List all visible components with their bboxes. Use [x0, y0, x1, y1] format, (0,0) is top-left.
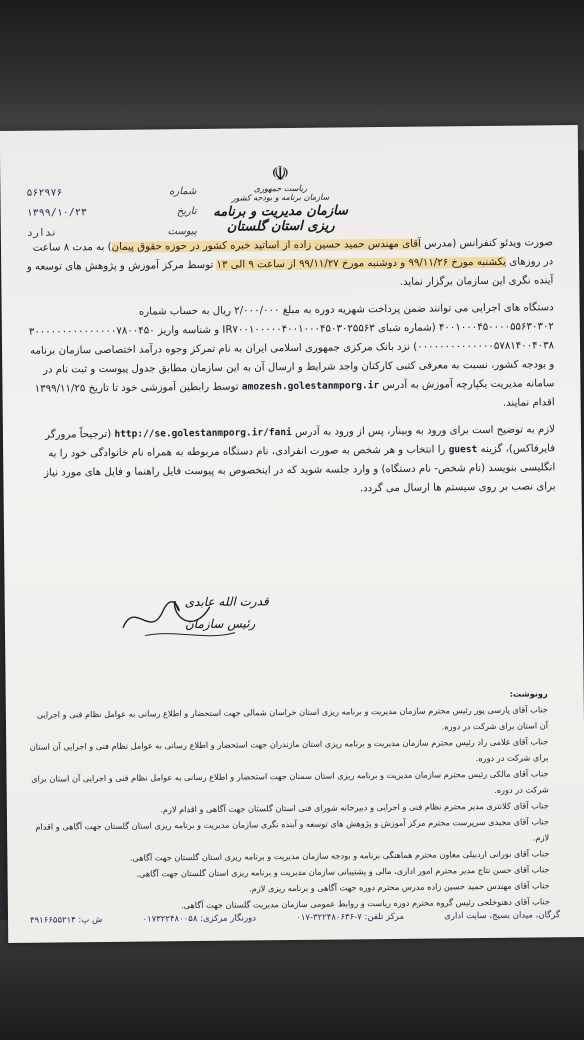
letter-number: ۵۶۲۹۷۶ — [26, 186, 63, 199]
letter-page — [0, 125, 584, 943]
signatory-title: رئیس سازمان — [184, 616, 256, 632]
letterhead-subtitle-1: ریاست جمهوری — [253, 183, 308, 194]
copy-item: جناب آقای پارسی پور رئیس محترم سازمان مدیریت و برنامه ریزی استان خراسان شمالی جهت استحضار و اطلاع رسانی به عوامل نظام فنی و اجرایی آن استان برای شرکت در دوره. — [36, 704, 549, 732]
registration-url-link[interactable]: amozesh.golestanmporg.ir — [241, 380, 380, 393]
letterhead — [200, 161, 361, 235]
letter-attachment: ندارد — [26, 226, 57, 239]
meta-number — [26, 181, 196, 203]
copy-item: جناب آقای دهنوخلجی رئیس گروه محترم دوره ریاست و روابط عمومی سازمان مدیریت گلستان جهت آگاهی. — [180, 896, 550, 911]
copy-item: جناب آقای مهندس حمید حسین زاده مدرس محترم دوره جهت آگاهی و برنامه ریزی لازم. — [249, 880, 550, 894]
organization-name: سازمان مدیریت و برنامه ریزی استان گلستان — [213, 203, 349, 235]
p3-part-c: را انتخاب و هر شخص به صورت انفرادی، نام دستگاه مربوطه به همراه نام خانوادگی خود را به انگلیسی بنویسد (نام شخص- نام دستگاه) و وارد جلسه شوید که در اینخصوص به پیوست فایل راهنما و فایل های مورد نیاز برای نصب بر روی سیستم ها ارسال می گردد. — [44, 444, 556, 495]
body-paragraph-3 — [25, 420, 556, 502]
p1-highlight-instructor: آقای مهندس حمید حسین زاده از اساتید خبره کشور در حوزه حقوق پیمان — [111, 238, 421, 253]
webinar-url-link[interactable]: http://se.golestanmporg.ir/fani — [114, 427, 292, 440]
body-paragraph-1 — [23, 233, 554, 296]
copies-list — [28, 685, 550, 914]
letter-number-label: شماره — [169, 185, 197, 197]
signature-block — [115, 588, 305, 632]
copy-item: جناب آقای مالکی رئیس محترم سازمان مدیریت و برنامه ریزی استان سمنان جهت استحضار و اطلاع رسانی به عوامل نظام فنی و اجرایی آن استان برای شرکت در دوره. — [31, 768, 549, 795]
p3-part-a: لازم به توضیح است برای ورود به وبینار، پس از ورود به آدرس — [291, 424, 555, 439]
footer-postal: ش پ: ۴۹۱۶۶۵۵۲۱۴ — [29, 915, 103, 926]
footer-address: گرگان، میدان بسیج، سایت اداری — [444, 910, 561, 922]
p1-highlight-schedule: یکشنبه مورخ ۹۹/۱۱/۲۶ و دوشنبه مورخ ۹۹/۱۱/۲۷ از ساعت ۹ الی ۱۳ — [216, 256, 507, 271]
copies-heading: رونوشت: — [509, 688, 548, 699]
meta-date — [27, 201, 197, 223]
body-paragraph-2 — [24, 298, 555, 418]
letter-meta — [26, 181, 197, 243]
guest-option: guest — [448, 444, 478, 456]
letter-body — [23, 233, 556, 510]
letter-date-label: تاریخ — [176, 205, 197, 217]
signatory-name: قدرت الله عابدی — [184, 594, 269, 610]
letter-date: ۱۳۹۹/۱۰/۲۳ — [26, 206, 87, 219]
footer-switchboard: مرکز تلفن: ۷-۳۲۲۴۸۰۶۳۶-۰۱۷ — [296, 911, 405, 923]
p1-part-c: توسط مرکز آموزش و پژوهش های توسعه و آینده نگری این سازمان برگزار نماید. — [26, 259, 554, 288]
iran-emblem-icon: ☫ — [271, 161, 290, 186]
p2-text: دستگاه های اجرایی می توانند ضمن پرداخت شهریه دوره به مبلغ ۲/۰۰۰/۰۰۰ ریال به حساب شماره ۴۰۰۱۰۰۰۴۵۰۰۰۰۵۵۶۳۰۳۰۲ (شماره شبای IR۷۰۰۱۰۰۰۰۰۴۰۰۱۰۰۰۴۵۰۳۰۲۵۵۶۳ و شناسه واریز ۳۰۰۰۰۰۰۰۰۰۰۰۰۰۰۰۷۸۰۰۴۵۰ ۰۰۰۰۰۰۰۰۰۰۰۰۰۰۵۷۸۱۴۰۰۴۰۳۸) نزد بانک مرکزی جمهوری اسلامی ایران به نام تمرکز وجوه درآمد اختصاصی سازمان برنامه و بودجه کشور، نسبت به معرفی کتبی کارکنان واجد شرایط و ارسال آن به این سازمان مطابق جدول پیوست و ثبت نام در سامانه مدیریت یکپارچه آموزش به آدرس — [28, 302, 555, 392]
footer-fax: دورنگار مرکزی: ۰۱۷۳۲۲۴۸۰۰۵۸ — [142, 913, 257, 925]
letter-attachment-label: پیوست — [167, 225, 197, 237]
copy-item: جناب آقای غلامی راد رئیس محترم سازمان مدیریت و برنامه ریزی استان مازندران جهت استحضار و اطلاع رسانی به عوامل نظام فنی و اجرایی آن استان برای شرکت در دوره. — [29, 736, 549, 764]
letterhead-subtitle-2: سازمان برنامه و بودجه کشور — [231, 192, 330, 203]
p3-part-b: (ترجیحاً مرورگر فایرفاکس)، گزینه — [45, 428, 556, 456]
p1-part-b: ) به مدت ۸ ساعت در روزهای — [32, 241, 554, 268]
copy-item: جناب آقای کلانتری مدیر محترم نظام فنی و اجرایی و دبیرخانه شورای فنی استان گلستان جهت آگاهی و اقدام لازم. — [160, 800, 549, 815]
p2-end: توسط رابطین آموزشی خود تا تاریخ ۱۳۹۹/۱۱/۲۵ اقدام نمایند. — [34, 381, 555, 409]
copy-item: جناب آقای مجیدی سرپرست محترم مرکز آموزش و پژوهش های توسعه و آینده نگری سازمان مدیریت و برنامه ریزی استان گلستان جهت آگاهی و اقدام لازم. — [35, 816, 550, 843]
copy-item: جناب آقای حسن نتاج مدیر محترم امور اداری، مالی و پشتیبانی سازمان مدیریت و برنامه ریزی استان گلستان جهت آگاهی. — [136, 864, 550, 879]
p1-part-a: صورت ویدئو کنفرانس (مدرس — [420, 237, 554, 250]
copy-item: جناب آقای نورانی اردبیلی معاون محترم هماهنگی برنامه و بودجه سازمان مدیریت و برنامه ریزی استان گلستان جهت آگاهی. — [129, 848, 550, 863]
